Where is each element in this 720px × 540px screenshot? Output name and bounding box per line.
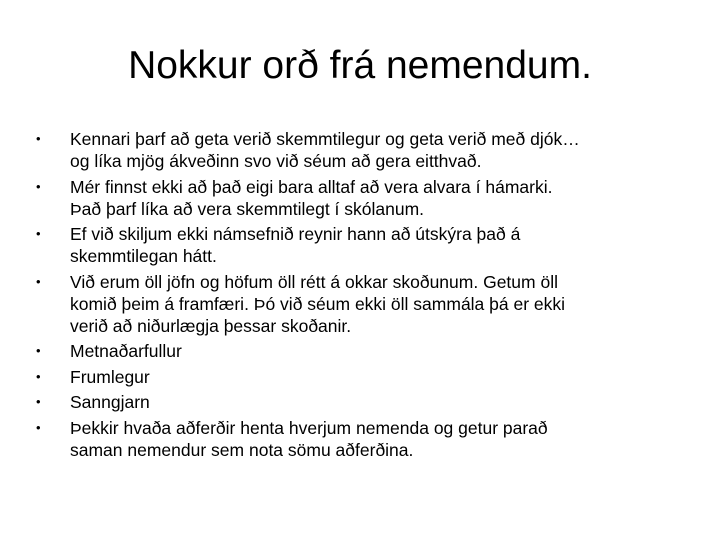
- bullet-icon: •: [36, 226, 41, 241]
- bullet-text: Við erum öll jöfn og höfum öll rétt á okkar skoðunum. Getum öll komið þeim á framfæri. Þó við séum ekki öll sammála þá er ekki verið að niðurlægja þessar skoðanir.: [70, 271, 566, 336]
- bullet-text: Frumlegur: [70, 366, 150, 387]
- bullet-icon: •: [36, 394, 41, 409]
- bullet-item: [36, 176, 684, 220]
- bullet-text: Mér finnst ekki að það eigi bara alltaf að vera alvara í hámarki. Það þarf líka að vera skemmtilegt í skólanum.: [70, 176, 553, 219]
- bullet-item: [36, 271, 684, 337]
- bullet-item: [36, 223, 684, 267]
- bullet-item: [36, 391, 684, 413]
- bullet-item: [36, 366, 684, 388]
- bullet-text: Þekkir hvaða aðferðir henta hverjum nemenda og getur parað saman nemendur sem nota sömu aðferðina.: [70, 417, 548, 460]
- bullet-text: Sanngjarn: [70, 392, 150, 412]
- bullet-icon: •: [36, 343, 41, 358]
- bullet-icon: •: [36, 419, 41, 435]
- bullet-icon: •: [36, 368, 41, 384]
- bullet-icon: •: [36, 131, 41, 146]
- bullet-list: [36, 128, 684, 464]
- slide-title: Nokkur orð frá nemendum.: [128, 44, 592, 87]
- bullet-text: Ef við skiljum ekki námsefnið reynir hann að útskýra það á skemmtilegan hátt.: [70, 224, 521, 266]
- bullet-text: Kennari þarf að geta verið skemmtilegur og geta verið með djók… og líka mjög ákveðinn svo við séum að gera eitthvað.: [70, 129, 580, 171]
- bullet-item: [36, 128, 684, 172]
- bullet-icon: •: [36, 178, 41, 194]
- bullet-item: [36, 340, 684, 362]
- bullet-item: [36, 417, 684, 461]
- bullet-text: Metnaðarfullur: [70, 341, 182, 361]
- bullet-icon: •: [36, 273, 41, 289]
